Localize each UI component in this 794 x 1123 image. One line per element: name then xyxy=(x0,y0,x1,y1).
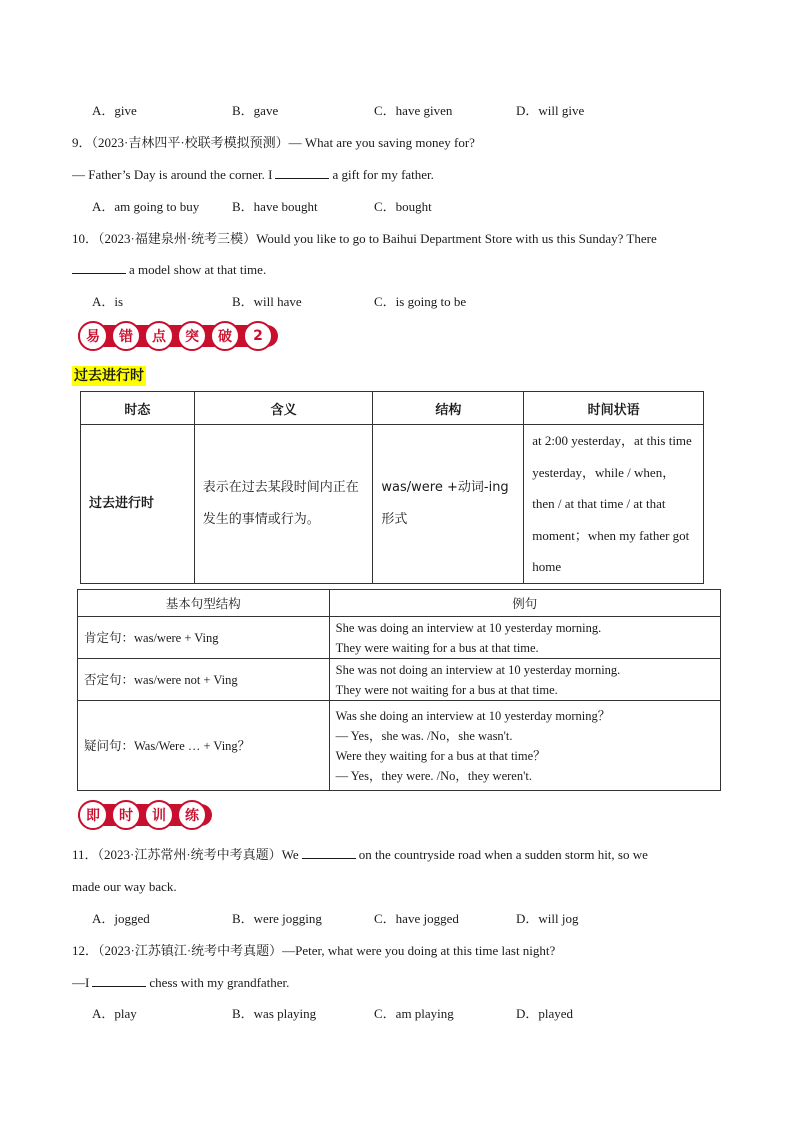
q9-option-b: B．have bought xyxy=(232,199,318,214)
banner1-char-2: 错 xyxy=(111,321,141,351)
q9-line2-after: a gift for my father. xyxy=(332,167,434,182)
q12-line2 xyxy=(72,974,289,992)
example-line: — Yes，she was. /No，she wasn't. xyxy=(335,728,513,743)
table2-examples-negative xyxy=(329,659,720,701)
q10-line2 xyxy=(72,261,266,279)
table2-pattern-affirmative: 肯定句：was/were + Ving xyxy=(78,617,330,659)
section-title: 过去进行时 xyxy=(74,368,144,384)
q8-option-d: D．will give xyxy=(516,103,585,118)
q11-stem-after: on the countryside road when a sudden storm hit, so we xyxy=(358,847,648,862)
example-line: They were waiting for a bus at that time. xyxy=(335,640,539,655)
banner2-char-3: 训 xyxy=(144,800,174,830)
table1-tense: 过去进行时 xyxy=(81,425,195,584)
q11-stem-before: 11．（2023·江苏常州·统考中考真题）We xyxy=(72,847,299,862)
q10-option-b: B．will have xyxy=(232,294,302,309)
q12-blank xyxy=(92,974,146,987)
q9-stem: 9．（2023·吉林四平·校联考模拟预测）— What are you saving money for? xyxy=(72,135,475,150)
table1-header-meaning: 含义 xyxy=(194,392,373,425)
q10-line2-after: a model show at that time. xyxy=(129,262,267,277)
table2-examples-affirmative xyxy=(329,617,720,659)
example-line: Were they waiting for a bus at that time？ xyxy=(335,748,546,763)
q9-option-c: C．bought xyxy=(374,199,432,214)
banner1-char-3: 点 xyxy=(144,321,174,351)
table2-examples-question xyxy=(329,701,720,791)
q9-line2-before: — Father’s Day is around the corner. I xyxy=(72,167,273,182)
q11-line2: made our way back. xyxy=(72,879,177,894)
tense-summary-table xyxy=(80,391,704,584)
banner1-char-6: 2 xyxy=(243,321,273,351)
table2-pattern-question: 疑问句：Was/Were … + Ving？ xyxy=(78,701,330,791)
example-line: They were not waiting for a bus at that time. xyxy=(335,682,558,697)
banner1-char-1: 易 xyxy=(78,321,108,351)
banner2-char-1: 即 xyxy=(78,800,108,830)
q9-line2 xyxy=(72,166,434,184)
q10-option-a: A．is xyxy=(92,294,124,309)
banner-common-mistakes xyxy=(78,319,276,353)
table1-time-adverbials: at 2:00 yesterday，at this time yesterday，while / when，then / at that time / at that moment；when my father got home xyxy=(524,425,704,584)
q12-stem: 12．（2023·江苏镇江·统考中考真题）—Peter, what were you doing at this time last night? xyxy=(72,943,556,958)
q12-option-b: B．was playing xyxy=(232,1006,317,1021)
q8-option-c: C．have given xyxy=(374,103,453,118)
example-line: She was not doing an interview at 10 yesterday morning. xyxy=(335,662,621,677)
table1-header-tense: 时态 xyxy=(81,392,195,425)
banner1-char-4: 突 xyxy=(177,321,207,351)
example-line: She was doing an interview at 10 yesterday morning. xyxy=(335,620,602,635)
q10-stem: 10．（2023·福建泉州·统考三模）Would you like to go to Baihui Department Store with us this Sunday? There xyxy=(72,231,657,246)
table1-meaning: 表示在过去某段时间内正在发生的事情或行为。 xyxy=(194,425,373,584)
q8-option-a: A．give xyxy=(92,103,137,118)
q8-option-b: B．gave xyxy=(232,103,279,118)
table1-header-structure: 结构 xyxy=(373,392,524,425)
q12-option-a: A．play xyxy=(92,1006,137,1021)
q11-option-d: D．will jog xyxy=(516,911,579,926)
q12-line2-before: —I xyxy=(72,975,90,990)
q9-blank xyxy=(275,166,329,179)
q11-option-c: C．have jogged xyxy=(374,911,459,926)
q11-option-a: A．jogged xyxy=(92,911,150,926)
q11-option-b: B．were jogging xyxy=(232,911,322,926)
sentence-pattern-table xyxy=(77,589,721,791)
example-line: — Yes，they were. /No，they weren't. xyxy=(335,768,532,783)
q12-line2-after: chess with my grandfather. xyxy=(149,975,290,990)
q9-option-a: A．am going to buy xyxy=(92,199,200,214)
table2-header-pattern: 基本句型结构 xyxy=(78,590,330,617)
q12-option-c: C．am playing xyxy=(374,1006,454,1021)
q11-blank xyxy=(302,846,356,859)
banner2-char-2: 时 xyxy=(111,800,141,830)
q12-option-d: D．played xyxy=(516,1006,574,1021)
q11-stem xyxy=(72,846,648,864)
table1-header-time: 时间状语 xyxy=(524,392,704,425)
table1-structure: was/were +动词-ing形式 xyxy=(373,425,524,584)
q10-blank xyxy=(72,261,126,274)
banner-practice xyxy=(78,798,210,832)
table2-header-example: 例句 xyxy=(329,590,720,617)
q10-option-c: C．is going to be xyxy=(374,294,467,309)
example-line: Was she doing an interview at 10 yesterday morning？ xyxy=(335,708,611,723)
banner2-char-4: 练 xyxy=(177,800,207,830)
table2-pattern-negative: 否定句：was/were not + Ving xyxy=(78,659,330,701)
banner1-char-5: 破 xyxy=(210,321,240,351)
